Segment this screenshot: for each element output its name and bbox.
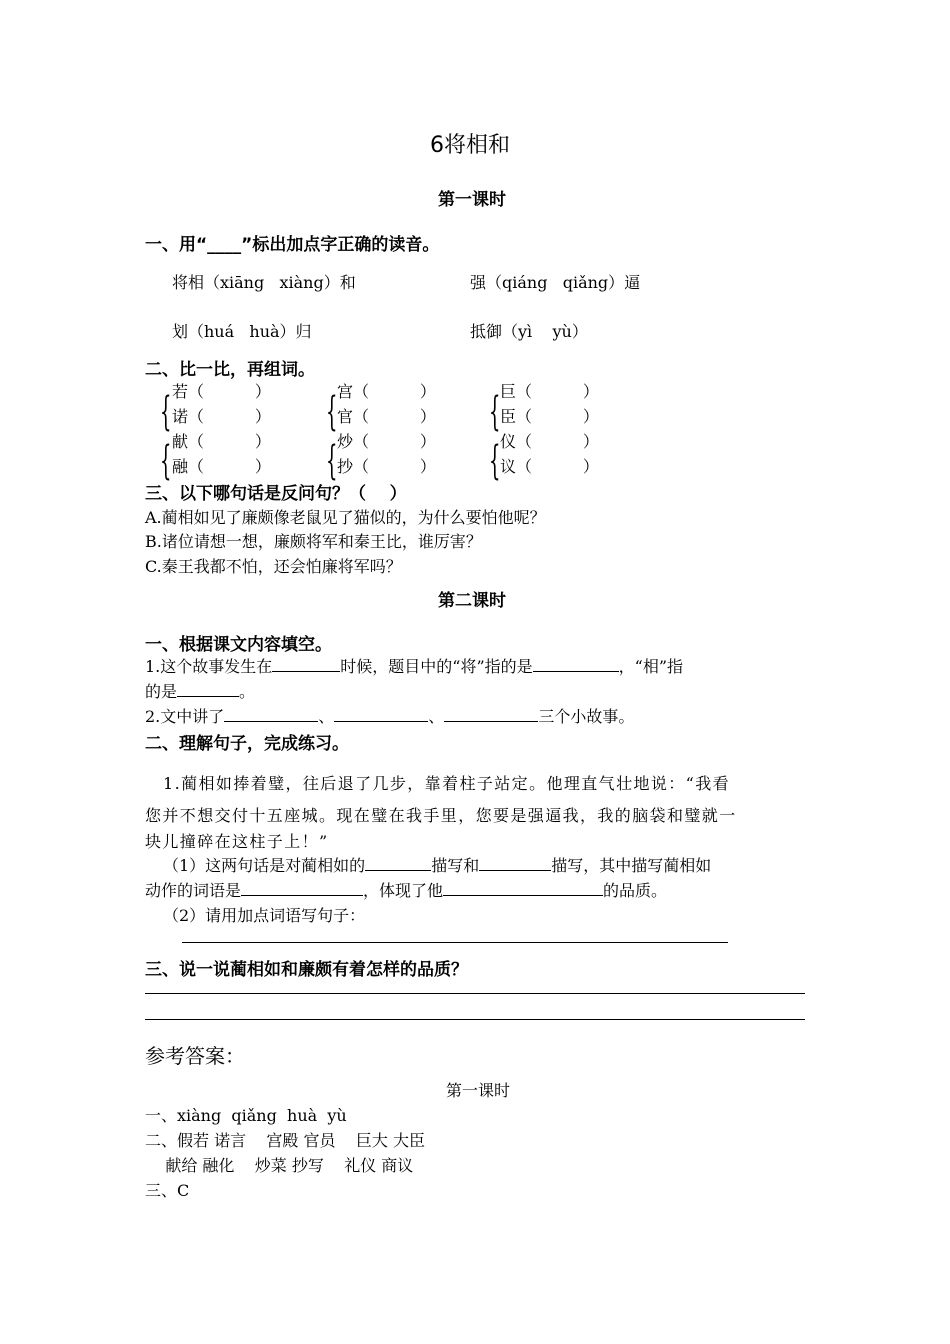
fill-text: 三个小故事。 bbox=[538, 707, 635, 726]
sub-question-1-line1 bbox=[163, 853, 711, 876]
sub-question-1-line2 bbox=[145, 878, 667, 901]
compare-item: 献（ ） bbox=[172, 432, 271, 451]
fill-text: 的品质。 bbox=[603, 881, 668, 900]
blank-minister[interactable] bbox=[177, 680, 239, 697]
answers-heading: 参考答案： bbox=[145, 1044, 245, 1068]
l2-q2-heading: 二、理解句子，完成练习。 bbox=[145, 734, 349, 754]
answer-2-line2: 献给 融化 炒菜 抄写 礼仪 商议 bbox=[145, 1156, 414, 1175]
compare-item: 议（ ） bbox=[500, 457, 599, 476]
blank-time[interactable] bbox=[272, 655, 340, 672]
fill-text: 2.文中讲了 bbox=[145, 707, 225, 726]
l1-q2-heading: 二、比一比，再组词。 bbox=[145, 360, 315, 380]
answer-3: 三、C bbox=[145, 1181, 190, 1200]
brace-icon: { bbox=[489, 389, 501, 435]
fill-text: ，体现了他 bbox=[363, 881, 444, 900]
fill-line-1 bbox=[145, 654, 683, 677]
fill-text: 时候，题目中的“将”指的是 bbox=[340, 657, 533, 676]
passage-line-3: 块儿撞碎在这柱子上！” bbox=[145, 832, 329, 851]
answer-2-line1: 二、假若 诺言 宫殿 官员 巨大 大臣 bbox=[145, 1131, 425, 1150]
answer-line[interactable] bbox=[182, 942, 728, 943]
compare-item: 抄（ ） bbox=[337, 457, 436, 476]
l1-q1-row1-right: 强（qiáng qiǎng）逼 bbox=[470, 273, 641, 292]
l1-q3-heading: 三、以下哪句话是反问句？（ ） bbox=[145, 484, 407, 504]
brace-icon: { bbox=[326, 438, 338, 484]
fill-text: 、 bbox=[428, 707, 445, 726]
option-c: C.秦王我都不怕，还会怕廉将军吗？ bbox=[145, 557, 402, 576]
fill-line-2 bbox=[145, 679, 255, 702]
answers-lesson-heading: 第一课时 bbox=[446, 1081, 511, 1100]
answer-line[interactable] bbox=[145, 993, 805, 994]
passage-line-2: 您并不想交付十五座城。现在璧在我手里，您要是强逼我，我的脑袋和璧就一 bbox=[145, 806, 737, 825]
fill-text: 动作的词语是 bbox=[145, 881, 242, 900]
l1-q1-row1-left: 将相（xiāng xiàng）和 bbox=[172, 273, 356, 292]
sub-question-2: （2）请用加点词语写句子： bbox=[163, 906, 366, 925]
option-b: B.诸位请想一想，廉颇将军和秦王比，谁厉害？ bbox=[145, 532, 482, 551]
compare-item: 宫（ ） bbox=[337, 382, 436, 401]
answer-1: 一、xiàng qiǎng huà yù bbox=[145, 1106, 347, 1125]
blank-desc-2[interactable] bbox=[479, 854, 551, 871]
compare-item: 仪（ ） bbox=[500, 432, 599, 451]
answer-line[interactable] bbox=[145, 1019, 805, 1020]
compare-item: 诺（ ） bbox=[172, 407, 271, 426]
l2-q3-heading: 三、说一说蔺相如和廉颇有着怎样的品质？ bbox=[145, 960, 468, 980]
l1-q1-row2-right: 抵御（yì yù） bbox=[470, 322, 588, 341]
option-a: A.蔺相如见了廉颇像老鼠见了猫似的，为什么要怕他呢？ bbox=[145, 508, 546, 527]
blank-quality[interactable] bbox=[443, 879, 603, 896]
compare-item: 融（ ） bbox=[172, 457, 271, 476]
fill-line-3 bbox=[145, 704, 634, 727]
l1-q1-heading: 一、用“____”标出加点字正确的读音。 bbox=[145, 235, 440, 255]
brace-icon: { bbox=[326, 389, 338, 435]
brace-icon: { bbox=[489, 438, 501, 484]
fill-text: （1）这两句话是对蔺相如的 bbox=[163, 856, 366, 875]
compare-item: 炒（ ） bbox=[337, 432, 436, 451]
brace-icon: { bbox=[160, 389, 172, 435]
blank-desc-1[interactable] bbox=[365, 854, 431, 871]
fill-text: 1.这个故事发生在 bbox=[145, 657, 273, 676]
compare-item: 官（ ） bbox=[337, 407, 436, 426]
brace-icon: { bbox=[160, 438, 172, 484]
lesson2-heading: 第二课时 bbox=[438, 591, 506, 611]
blank-story-2[interactable] bbox=[334, 705, 428, 722]
passage-line-1: 1.蔺相如捧着璧，往后退了几步，靠着柱子站定。他理直气壮地说：“我看 bbox=[163, 774, 731, 793]
blank-story-3[interactable] bbox=[444, 705, 538, 722]
lesson1-heading: 第一课时 bbox=[438, 190, 506, 210]
fill-text: 的是 bbox=[145, 682, 178, 701]
blank-story-1[interactable] bbox=[224, 705, 318, 722]
l1-q1-row2-left: 划（huá huà）归 bbox=[172, 322, 312, 341]
blank-action-words[interactable] bbox=[241, 879, 363, 896]
l2-q1-heading: 一、根据课文内容填空。 bbox=[145, 635, 332, 655]
compare-item: 臣（ ） bbox=[500, 407, 599, 426]
compare-item: 若（ ） bbox=[172, 382, 271, 401]
fill-text: 。 bbox=[239, 682, 256, 701]
fill-text: ，“相”指 bbox=[618, 657, 684, 676]
fill-text: 描写和 bbox=[431, 856, 480, 875]
page-title: 6将相和 bbox=[430, 133, 510, 158]
fill-text: 描写，其中描写蔺相如 bbox=[551, 856, 712, 875]
compare-item: 巨（ ） bbox=[500, 382, 599, 401]
blank-general[interactable] bbox=[533, 655, 619, 672]
fill-text: 、 bbox=[318, 707, 335, 726]
